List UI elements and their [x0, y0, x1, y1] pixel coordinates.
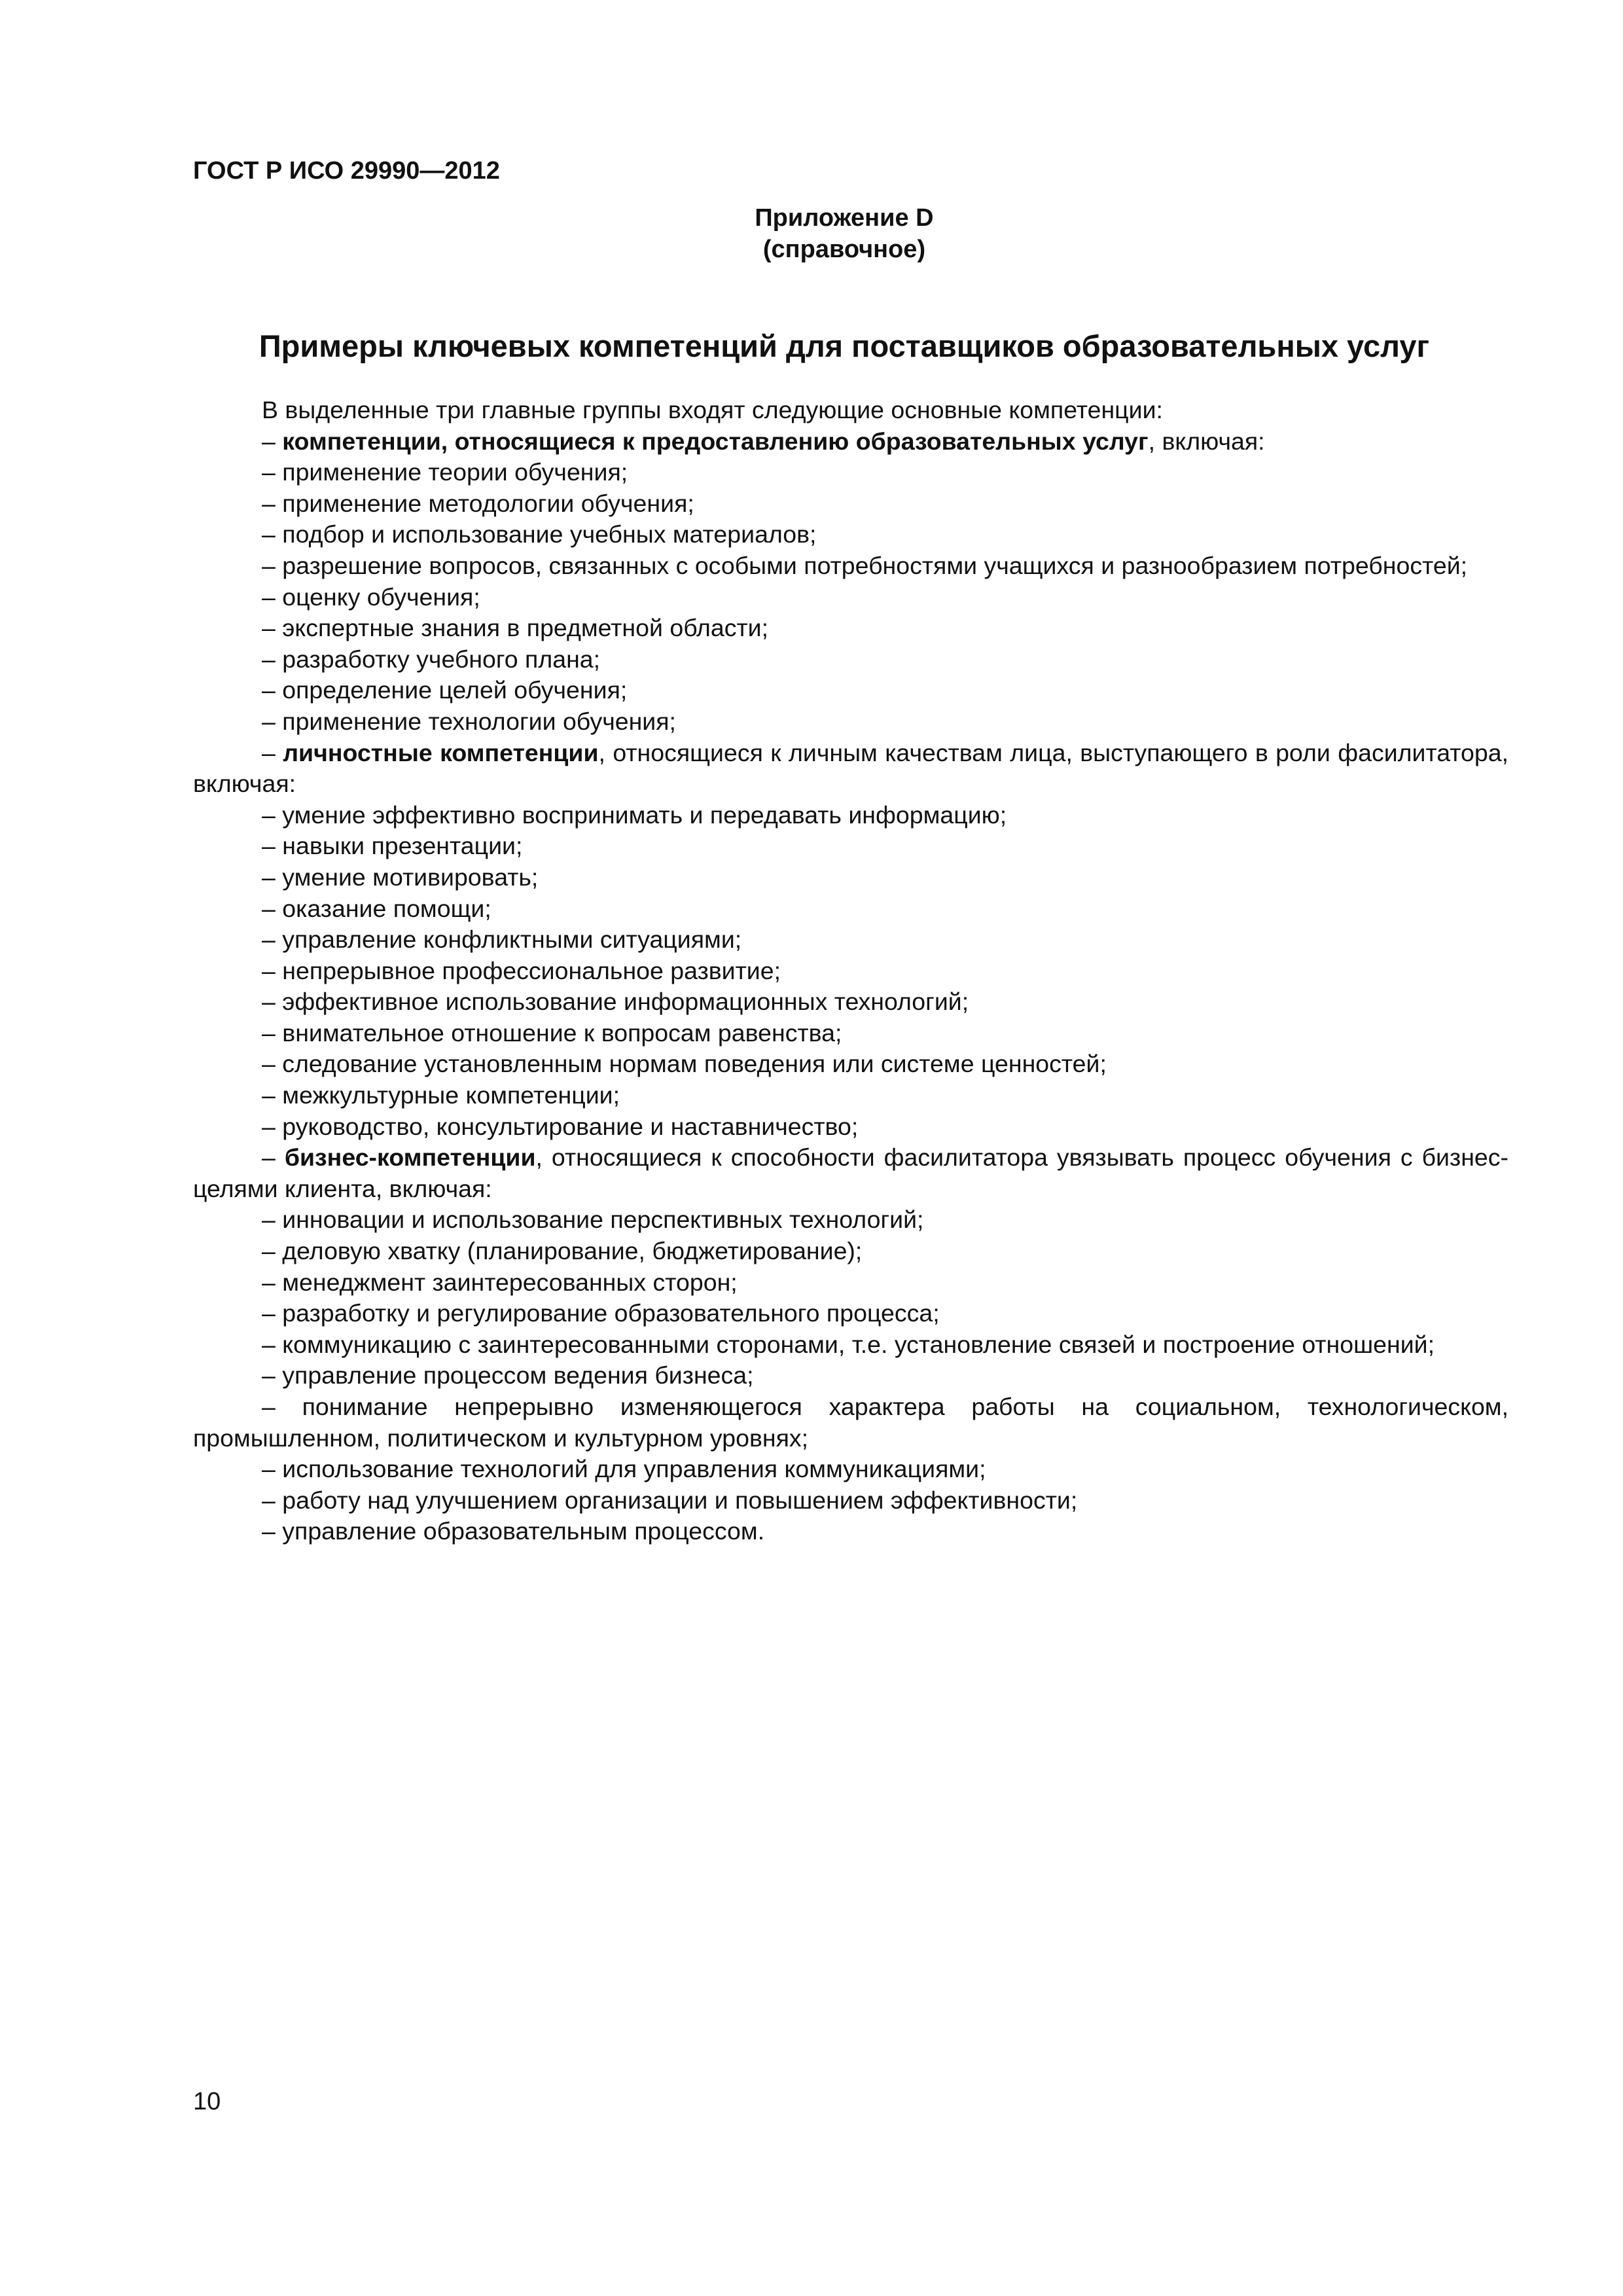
annex-subtitle: (справочное) — [762, 236, 926, 263]
list-item: – оценку обучения; — [262, 583, 480, 611]
body-text — [193, 395, 1508, 1547]
group-rest: , включая: — [1148, 427, 1265, 455]
list-item: – следование установленным нормам поведения или системе ценностей; — [262, 1050, 1107, 1078]
list-item: – подбор и использование учебных материалов; — [262, 520, 817, 548]
group-heading-educational — [193, 426, 1508, 457]
list-item: – определение целей обучения; — [262, 676, 628, 704]
group-rest: , относящиеся к способности фасилитатора увязывать процесс обучения с бизнес-целями клиента, включая: — [193, 1143, 1508, 1202]
group-dash: – — [262, 1143, 285, 1172]
group-rest: , относящиеся к личным качествам лица, выступающего в роли фасилитатора, включая: — [193, 738, 1508, 798]
document-code: ГОСТ Р ИСО 29990—2012 — [193, 157, 500, 185]
group-title: бизнес-компетенции — [284, 1143, 536, 1172]
list-item: – внимательное отношение к вопросам равенства; — [262, 1018, 842, 1047]
group-title: компетенции, относящиеся к предоставлению образовательных услуг — [282, 427, 1149, 455]
list-item: – работу над улучшением организации и повышением эффективности; — [262, 1486, 1078, 1514]
intro-paragraph: В выделенные три главные группы входят следующие основные компетенции: — [262, 396, 1163, 423]
list-item: – непрерывное профессиональное развитие; — [262, 956, 781, 984]
group-dash: – — [262, 738, 283, 766]
list-item: – управление процессом ведения бизнеса; — [262, 1361, 754, 1390]
page-title: Примеры ключевых компетенций для поставщиков образовательных услуг — [259, 329, 1430, 363]
list-item: – менеджмент заинтересованных сторон; — [262, 1268, 738, 1296]
list-item: – навыки презентации; — [262, 832, 523, 860]
group-list-educational — [193, 457, 1508, 737]
list-item: – применение методологии обучения; — [262, 489, 694, 517]
list-item: – коммуникацию с заинтересованными сторонами, т.е. установление связей и построение отношений; — [262, 1330, 1435, 1358]
list-item: – использование технологий для управления коммуникациями; — [262, 1455, 986, 1483]
group-heading-personal — [193, 738, 1508, 800]
group-list-business — [193, 1204, 1508, 1547]
list-item: – инновации и использование перспективных технологий; — [262, 1206, 924, 1234]
list-item: – умение эффективно воспринимать и передавать информацию; — [262, 800, 1007, 829]
list-item: – межкультурные компетенции; — [262, 1081, 620, 1109]
list-item: – разработку и регулирование образовательного процесса; — [262, 1299, 940, 1327]
list-item: – понимание непрерывно изменяющегося характера работы на социальном, технологическом, промышленном, политическом и культурном уровнях; — [193, 1393, 1508, 1452]
page-number: 10 — [193, 2088, 221, 2115]
annex-title: Приложение D — [755, 204, 934, 232]
list-item: – разрешение вопросов, связанных с особыми потребностями учащихся и разнообразием потребностей; — [262, 551, 1468, 579]
list-item: – умение мотивировать; — [262, 863, 539, 891]
list-item: – руководство, консультирование и наставничество; — [262, 1112, 859, 1140]
list-item: – управление конфликтными ситуациями; — [262, 925, 742, 954]
list-item: – управление образовательным процессом. — [262, 1517, 765, 1545]
list-item: – разработку учебного плана; — [262, 645, 601, 673]
list-item: – применение теории обучения; — [262, 458, 628, 486]
list-item: – деловую хватку (планирование, бюджетирование); — [262, 1237, 863, 1265]
group-dash: – — [262, 427, 283, 455]
list-item: – эффективное использование информационных технологий; — [262, 988, 969, 1016]
group-list-personal — [193, 800, 1508, 1143]
group-title: личностные компетенции — [283, 738, 599, 766]
list-item: – применение технологии обучения; — [262, 707, 676, 735]
list-item: – экспертные знания в предметной области; — [262, 614, 769, 642]
list-item: – оказание помощи; — [262, 894, 491, 922]
group-heading-business — [193, 1142, 1508, 1204]
